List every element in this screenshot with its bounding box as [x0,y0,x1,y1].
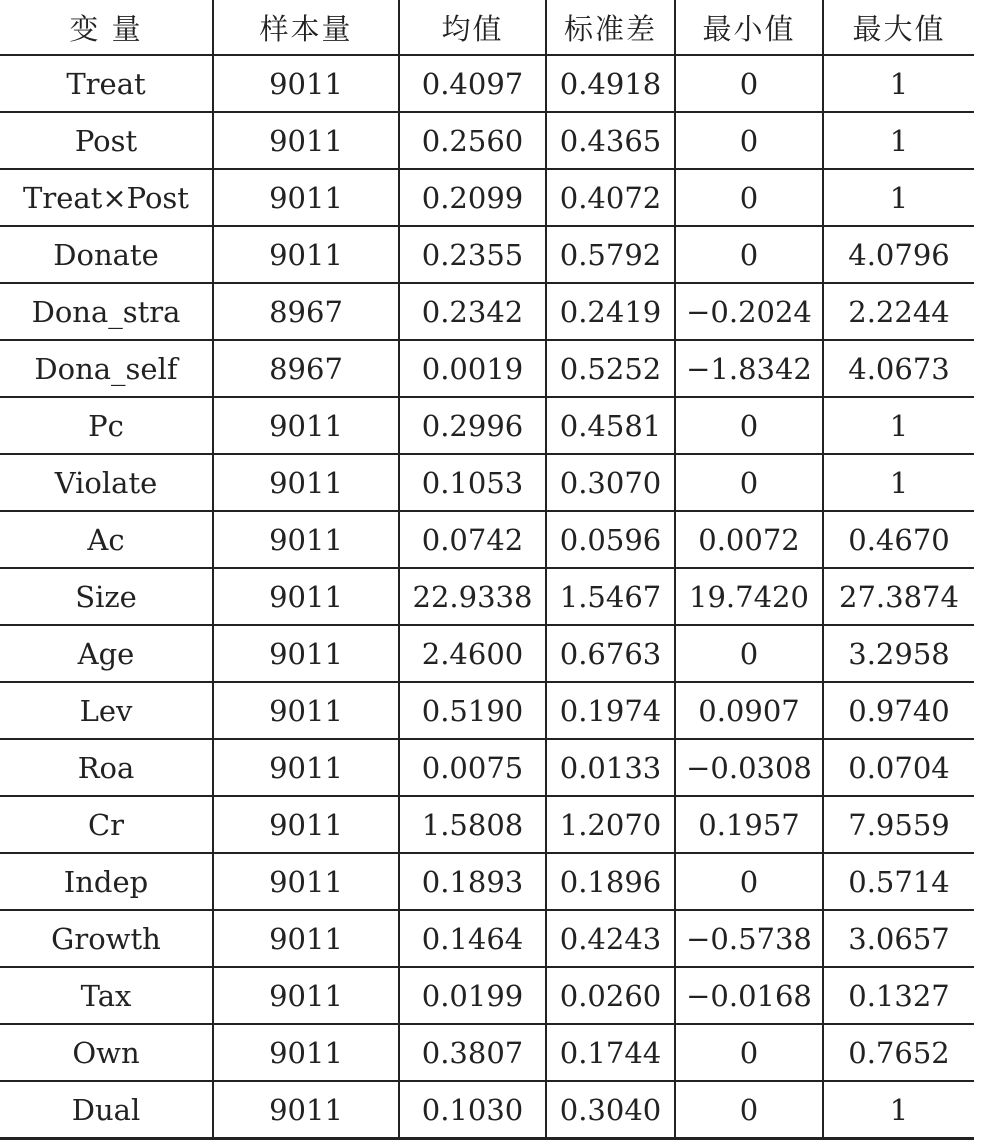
cell-mean: 0.0075 [399,739,546,796]
cell-std-dev: 0.4243 [546,910,675,967]
cell-variable: Donate [0,226,213,283]
cell-sample-size: 9011 [213,568,399,625]
cell-max: 0.1327 [823,967,974,1024]
cell-std-dev: 0.5792 [546,226,675,283]
cell-sample-size: 9011 [213,967,399,1024]
cell-sample-size: 9011 [213,55,399,112]
cell-mean: 0.5190 [399,682,546,739]
cell-max: 3.2958 [823,625,974,682]
cell-min: 0 [675,625,823,682]
cell-variable: Dual [0,1081,213,1139]
table-row [0,1081,974,1139]
cell-sample-size: 9011 [213,169,399,226]
cell-std-dev: 0.2419 [546,283,675,340]
cell-max: 0.9740 [823,682,974,739]
cell-min: 0 [675,397,823,454]
cell-sample-size: 9011 [213,112,399,169]
cell-mean: 0.2996 [399,397,546,454]
cell-min: 0 [675,1081,823,1139]
cell-max: 0.7652 [823,1024,974,1081]
header-sample-size: 样本量 [213,0,399,55]
cell-variable: Roa [0,739,213,796]
cell-sample-size: 9011 [213,1024,399,1081]
cell-variable: Violate [0,454,213,511]
cell-max: 3.0657 [823,910,974,967]
header-mean: 均值 [399,0,546,55]
cell-std-dev: 0.3070 [546,454,675,511]
cell-min: 0 [675,226,823,283]
cell-std-dev: 0.0133 [546,739,675,796]
cell-sample-size: 8967 [213,283,399,340]
cell-std-dev: 0.1974 [546,682,675,739]
cell-max: 4.0673 [823,340,974,397]
cell-max: 27.3874 [823,568,974,625]
cell-variable: Cr [0,796,213,853]
cell-variable: Dona_self [0,340,213,397]
cell-min: 19.7420 [675,568,823,625]
cell-sample-size: 9011 [213,511,399,568]
table-row [0,625,974,682]
cell-mean: 0.2342 [399,283,546,340]
cell-mean: 0.2355 [399,226,546,283]
cell-min: 0.0907 [675,682,823,739]
cell-variable: Tax [0,967,213,1024]
cell-std-dev: 0.0260 [546,967,675,1024]
cell-min: 0 [675,55,823,112]
cell-min: 0 [675,169,823,226]
cell-variable: Ac [0,511,213,568]
cell-std-dev: 0.4072 [546,169,675,226]
cell-max: 1 [823,454,974,511]
cell-max: 1 [823,112,974,169]
cell-variable: Size [0,568,213,625]
cell-sample-size: 9011 [213,397,399,454]
cell-max: 0.5714 [823,853,974,910]
table-row [0,340,974,397]
table-row [0,682,974,739]
cell-std-dev: 0.4581 [546,397,675,454]
cell-mean: 0.2099 [399,169,546,226]
cell-std-dev: 0.4918 [546,55,675,112]
cell-variable: Treat×Post [0,169,213,226]
cell-variable: Growth [0,910,213,967]
cell-max: 0.0704 [823,739,974,796]
header-max: 最大值 [823,0,974,55]
cell-min: −0.5738 [675,910,823,967]
cell-max: 0.4670 [823,511,974,568]
table-row [0,511,974,568]
table-row [0,397,974,454]
cell-std-dev: 0.1744 [546,1024,675,1081]
cell-min: 0 [675,1024,823,1081]
table-body [0,55,974,1139]
cell-variable: Own [0,1024,213,1081]
cell-mean: 0.1053 [399,454,546,511]
cell-mean: 0.1464 [399,910,546,967]
cell-mean: 0.1030 [399,1081,546,1139]
table-row [0,967,974,1024]
table-row [0,55,974,112]
cell-mean: 0.1893 [399,853,546,910]
cell-std-dev: 0.1896 [546,853,675,910]
cell-sample-size: 9011 [213,739,399,796]
cell-sample-size: 9011 [213,454,399,511]
table-row [0,169,974,226]
cell-min: 0 [675,112,823,169]
cell-variable: Indep [0,853,213,910]
cell-min: 0.0072 [675,511,823,568]
cell-mean: 2.4600 [399,625,546,682]
cell-max: 4.0796 [823,226,974,283]
cell-sample-size: 9011 [213,682,399,739]
cell-sample-size: 9011 [213,910,399,967]
header-variable: 变 量 [0,0,213,55]
cell-variable: Age [0,625,213,682]
cell-std-dev: 0.0596 [546,511,675,568]
cell-mean: 22.9338 [399,568,546,625]
cell-sample-size: 8967 [213,340,399,397]
cell-min: −0.2024 [675,283,823,340]
header-std-dev: 标准差 [546,0,675,55]
cell-std-dev: 1.2070 [546,796,675,853]
table-row [0,910,974,967]
cell-mean: 0.0199 [399,967,546,1024]
cell-max: 7.9559 [823,796,974,853]
cell-sample-size: 9011 [213,796,399,853]
cell-max: 1 [823,1081,974,1139]
cell-sample-size: 9011 [213,625,399,682]
cell-min: −0.0168 [675,967,823,1024]
cell-variable: Post [0,112,213,169]
cell-sample-size: 9011 [213,853,399,910]
cell-mean: 0.4097 [399,55,546,112]
cell-variable: Treat [0,55,213,112]
table-row [0,853,974,910]
table-row [0,226,974,283]
cell-max: 1 [823,55,974,112]
cell-sample-size: 9011 [213,226,399,283]
cell-max: 1 [823,397,974,454]
table-row [0,739,974,796]
table-row [0,1024,974,1081]
cell-std-dev: 0.5252 [546,340,675,397]
cell-min: −1.8342 [675,340,823,397]
cell-min: 0.1957 [675,796,823,853]
header-min: 最小值 [675,0,823,55]
cell-max: 1 [823,169,974,226]
table-row [0,796,974,853]
table-row [0,283,974,340]
cell-mean: 1.5808 [399,796,546,853]
cell-max: 2.2244 [823,283,974,340]
cell-std-dev: 0.3040 [546,1081,675,1139]
table-header [0,0,974,55]
cell-mean: 0.0019 [399,340,546,397]
cell-mean: 0.0742 [399,511,546,568]
cell-min: −0.0308 [675,739,823,796]
cell-variable: Lev [0,682,213,739]
cell-variable: Dona_stra [0,283,213,340]
table-row [0,454,974,511]
cell-mean: 0.3807 [399,1024,546,1081]
cell-std-dev: 1.5467 [546,568,675,625]
cell-std-dev: 0.4365 [546,112,675,169]
cell-variable: Pc [0,397,213,454]
table-row [0,112,974,169]
cell-min: 0 [675,454,823,511]
cell-std-dev: 0.6763 [546,625,675,682]
cell-min: 0 [675,853,823,910]
cell-mean: 0.2560 [399,112,546,169]
cell-sample-size: 9011 [213,1081,399,1139]
table-row [0,568,974,625]
header-row [0,0,974,55]
